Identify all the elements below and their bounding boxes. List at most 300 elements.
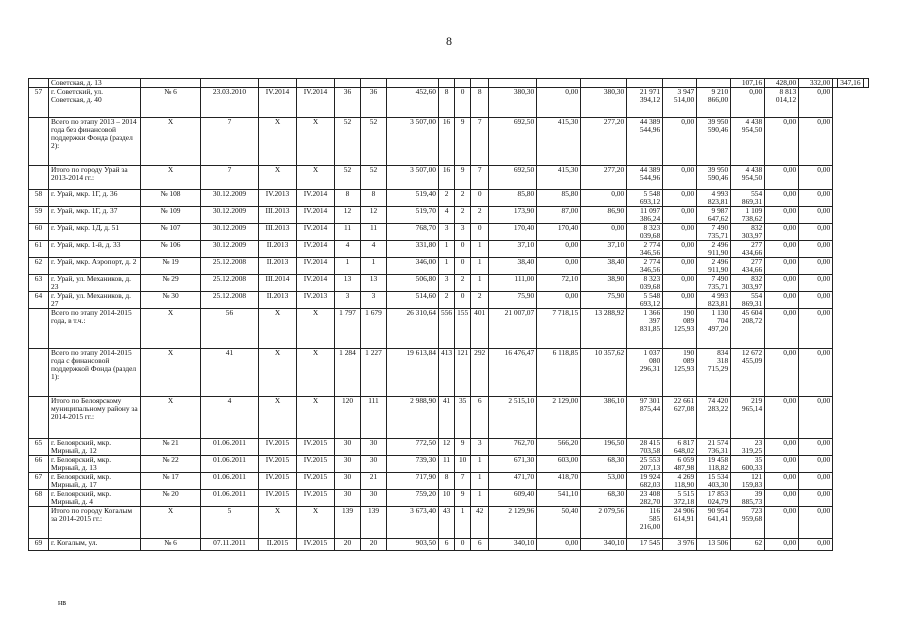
- row-number: 65: [29, 439, 49, 456]
- table-cell: 7: [471, 166, 489, 190]
- table-cell: 277 434,66: [731, 241, 765, 258]
- footer-initials: нв: [58, 598, 67, 607]
- table-cell: 0,00: [765, 292, 799, 309]
- table-cell: [663, 79, 697, 88]
- table-cell: 121 159,83: [731, 473, 765, 490]
- table-cell: X: [259, 397, 297, 439]
- table-cell: № 22: [141, 456, 201, 473]
- table-cell: X: [259, 309, 297, 349]
- table-row: [29, 207, 869, 224]
- table-cell: № 6: [141, 88, 201, 118]
- table-cell: 4 993 823,81: [697, 292, 731, 309]
- table-cell: 196,50: [581, 439, 627, 456]
- table-cell: [863, 79, 868, 88]
- table-cell: 0,00: [799, 490, 833, 507]
- table-cell: 4 438 954,50: [731, 118, 765, 166]
- table-cell: 155: [455, 309, 471, 349]
- table-cell: X: [297, 166, 335, 190]
- table-cell: 0,00: [799, 207, 833, 224]
- address-cell: Итого по городу Когалым за 2014-2015 гг.:: [49, 507, 141, 539]
- table-cell: 8: [335, 190, 361, 207]
- table-cell: 170,40: [489, 224, 537, 241]
- address-cell: Всего по этапу 2014-2015 года, в т.ч.:: [49, 309, 141, 349]
- table-cell: 30.12.2009: [201, 224, 259, 241]
- table-cell: II.2013: [259, 292, 297, 309]
- table-cell: 86,90: [581, 207, 627, 224]
- row-number: 63: [29, 275, 49, 292]
- table-cell: 15 534 403,30: [697, 473, 731, 490]
- table-cell: 75,90: [489, 292, 537, 309]
- table-cell: 418,70: [537, 473, 581, 490]
- table-cell: 0,00: [799, 241, 833, 258]
- table-cell: 5 548 693,12: [627, 190, 663, 207]
- row-number: [29, 166, 49, 190]
- table-cell: 38,40: [489, 258, 537, 275]
- table-cell: 413: [439, 349, 455, 397]
- table-cell: 111,00: [489, 275, 537, 292]
- table-cell: 7 718,15: [537, 309, 581, 349]
- table-cell: X: [297, 507, 335, 539]
- table-cell: IV.2014: [297, 275, 335, 292]
- table-cell: 832 303,97: [731, 224, 765, 241]
- table-cell: IV.2014: [297, 241, 335, 258]
- table-cell: № 17: [141, 473, 201, 490]
- row-number: 59: [29, 207, 49, 224]
- table-cell: 1 130 704 497,20: [697, 309, 731, 349]
- table-cell: X: [141, 118, 201, 166]
- table-cell: X: [141, 397, 201, 439]
- table-cell: 0,00: [799, 166, 833, 190]
- table-cell: [387, 79, 439, 88]
- table-cell: 120: [335, 397, 361, 439]
- table-cell: 38,40: [581, 258, 627, 275]
- table-cell: 219 965,14: [731, 397, 765, 439]
- table-cell: 1: [471, 241, 489, 258]
- address-cell: г. Когалым, ул.: [49, 539, 141, 551]
- table-row: [29, 349, 869, 397]
- table-cell: 25.12.2008: [201, 292, 259, 309]
- table-cell: 0: [455, 292, 471, 309]
- table-cell: 39 885,73: [731, 490, 765, 507]
- table-cell: 3 976: [663, 539, 697, 551]
- table-row: [29, 439, 869, 456]
- table-cell: 0,00: [799, 507, 833, 539]
- table-cell: 762,70: [489, 439, 537, 456]
- table-cell: 2: [455, 207, 471, 224]
- table-cell: 1: [471, 490, 489, 507]
- table-cell: 332,00: [799, 79, 833, 88]
- table-cell: 277,20: [581, 166, 627, 190]
- table-cell: 39 950 590,46: [697, 166, 731, 190]
- table-cell: 0,00: [663, 118, 697, 166]
- table-cell: 3 507,00: [387, 166, 439, 190]
- table-cell: X: [297, 397, 335, 439]
- table-cell: 37,10: [581, 241, 627, 258]
- table-cell: 1: [471, 456, 489, 473]
- table-cell: 0,00: [765, 224, 799, 241]
- table-cell: 609,40: [489, 490, 537, 507]
- table-cell: 5 548 693,12: [627, 292, 663, 309]
- table-cell: № 21: [141, 439, 201, 456]
- table-cell: 692,50: [489, 166, 537, 190]
- table-cell: 44 389 544,96: [627, 166, 663, 190]
- table-cell: 0,00: [663, 258, 697, 275]
- table-cell: 25 553 207,13: [627, 456, 663, 473]
- table-cell: 0,00: [765, 349, 799, 397]
- table-cell: 0,00: [537, 241, 581, 258]
- table-cell: IV.2014: [297, 190, 335, 207]
- table-cell: 2 774 346,56: [627, 241, 663, 258]
- table-cell: 3 507,00: [387, 118, 439, 166]
- table-cell: [471, 79, 489, 88]
- table-cell: 0,00: [799, 397, 833, 439]
- table-cell: 21: [361, 473, 387, 490]
- table-row: [29, 456, 869, 473]
- table-cell: 331,80: [387, 241, 439, 258]
- table-cell: 0,00: [799, 309, 833, 349]
- table-cell: 30: [335, 473, 361, 490]
- table-cell: 717,90: [387, 473, 439, 490]
- table-cell: X: [259, 118, 297, 166]
- table-cell: 3: [471, 439, 489, 456]
- table-cell: 41: [201, 349, 259, 397]
- table-cell: 9: [455, 439, 471, 456]
- table-cell: 23.03.2010: [201, 88, 259, 118]
- table-row: [29, 118, 869, 166]
- row-number: [29, 507, 49, 539]
- address-cell: г. Урай, мкр. 1Д, д. 51: [49, 224, 141, 241]
- table-cell: 30: [361, 456, 387, 473]
- table-cell: III.2013: [259, 224, 297, 241]
- table-cell: 1 679: [361, 309, 387, 349]
- table-cell: 42: [471, 507, 489, 539]
- table-cell: X: [297, 309, 335, 349]
- table-cell: 44 389 544,96: [627, 118, 663, 166]
- table-cell: 11 097 386,24: [627, 207, 663, 224]
- table-cell: 3 673,40: [387, 507, 439, 539]
- table-cell: 9 987 647,62: [697, 207, 731, 224]
- table-cell: 45 604 208,72: [731, 309, 765, 349]
- table-cell: [361, 79, 387, 88]
- row-number: 58: [29, 190, 49, 207]
- table-cell: 25.12.2008: [201, 275, 259, 292]
- row-number: 57: [29, 88, 49, 118]
- table-row: [29, 275, 869, 292]
- table-cell: 90 954 641,41: [697, 507, 731, 539]
- address-cell: г. Урай, мкр. 1-й, д. 33: [49, 241, 141, 258]
- table-cell: 12: [335, 207, 361, 224]
- table-cell: IV.2015: [259, 490, 297, 507]
- table-cell: IV.2015: [259, 439, 297, 456]
- table-cell: 519,70: [387, 207, 439, 224]
- table-cell: 7: [471, 118, 489, 166]
- table-cell: 554 869,31: [731, 190, 765, 207]
- row-number: 69: [29, 539, 49, 551]
- table-cell: 111: [361, 397, 387, 439]
- address-cell: г. Белоярский, мкр. Мирный, д. 4: [49, 490, 141, 507]
- address-cell: г. Урай, мкр. 1Г, д. 36: [49, 190, 141, 207]
- table-cell: X: [259, 349, 297, 397]
- table-cell: 3: [335, 292, 361, 309]
- address-cell: Всего по этапу 2014-2015 года с финансовой поддержкой Фонда (раздел 1):: [49, 349, 141, 397]
- table-row: [29, 166, 869, 190]
- table-cell: 0,00: [663, 190, 697, 207]
- table-cell: 386,10: [581, 397, 627, 439]
- address-cell: Итого по Белоярскому муниципальному району за 2014-2015 гг.:: [49, 397, 141, 439]
- table-cell: 13 288,92: [581, 309, 627, 349]
- table-cell: 0: [455, 258, 471, 275]
- table-cell: 1 797: [335, 309, 361, 349]
- table-cell: 6: [471, 397, 489, 439]
- table-cell: 107,16: [731, 79, 765, 88]
- table-cell: 68,30: [581, 490, 627, 507]
- row-number: 67: [29, 473, 49, 490]
- table-cell: 3: [455, 224, 471, 241]
- table-cell: 7 490 735,71: [697, 275, 731, 292]
- table-row: [29, 539, 869, 551]
- table-cell: 11: [335, 224, 361, 241]
- table-cell: 2: [471, 207, 489, 224]
- table-cell: 68,30: [581, 456, 627, 473]
- table-cell: 2 515,10: [489, 397, 537, 439]
- table-cell: II.2013: [259, 258, 297, 275]
- row-number: 68: [29, 490, 49, 507]
- table-cell: 4 269 118,90: [663, 473, 697, 490]
- table-cell: 52: [361, 118, 387, 166]
- table-cell: 8 813 014,12: [765, 88, 799, 118]
- table-cell: IV.2015: [297, 490, 335, 507]
- table-cell: 116 585 216,00: [627, 507, 663, 539]
- table-cell: 0,00: [537, 258, 581, 275]
- table-cell: 12 672 455,09: [731, 349, 765, 397]
- row-number: 60: [29, 224, 49, 241]
- table-cell: 759,20: [387, 490, 439, 507]
- table-cell: 19 458 118,82: [697, 456, 731, 473]
- table-cell: 01.06.2011: [201, 439, 259, 456]
- table-cell: 0,00: [799, 190, 833, 207]
- row-number: [29, 309, 49, 349]
- table-cell: 0: [471, 190, 489, 207]
- table-cell: 10: [439, 490, 455, 507]
- table-cell: 2 496 911,90: [697, 241, 731, 258]
- table-cell: 0,00: [663, 292, 697, 309]
- table-cell: 30.12.2009: [201, 207, 259, 224]
- table-cell: 1 366 397 831,85: [627, 309, 663, 349]
- row-number: 62: [29, 258, 49, 275]
- table-row: [29, 473, 869, 490]
- table-cell: 0: [455, 539, 471, 551]
- table-cell: 0,00: [799, 539, 833, 551]
- table-cell: 52: [361, 166, 387, 190]
- table-row: [29, 309, 869, 349]
- table-cell: 692,50: [489, 118, 537, 166]
- table-cell: 277 434,66: [731, 258, 765, 275]
- table-cell: 139: [361, 507, 387, 539]
- table-cell: № 29: [141, 275, 201, 292]
- table-cell: 0,00: [765, 118, 799, 166]
- table-cell: 23 319,25: [731, 439, 765, 456]
- table-cell: 0,00: [537, 292, 581, 309]
- table-cell: 7: [455, 473, 471, 490]
- table-cell: 28 415 703,58: [627, 439, 663, 456]
- table-cell: 0,00: [799, 275, 833, 292]
- table-cell: 75,90: [581, 292, 627, 309]
- table-cell: III.2014: [259, 275, 297, 292]
- table-cell: 16 476,47: [489, 349, 537, 397]
- table-cell: № 108: [141, 190, 201, 207]
- table-cell: 0,00: [799, 224, 833, 241]
- table-cell: 2 988,90: [387, 397, 439, 439]
- table-cell: 8: [361, 190, 387, 207]
- table-cell: 30.12.2009: [201, 190, 259, 207]
- table-cell: IV.2014: [297, 207, 335, 224]
- table-cell: 0,00: [765, 207, 799, 224]
- table-cell: 0,00: [765, 439, 799, 456]
- table-cell: 0,00: [765, 190, 799, 207]
- table-cell: 20: [361, 539, 387, 551]
- table-cell: [201, 79, 259, 88]
- table-cell: № 109: [141, 207, 201, 224]
- table-cell: 0,00: [537, 539, 581, 551]
- table-cell: 3 947 514,00: [663, 88, 697, 118]
- table-cell: № 107: [141, 224, 201, 241]
- table-cell: 19 613,84: [387, 349, 439, 397]
- row-number: 66: [29, 456, 49, 473]
- row-number: [29, 397, 49, 439]
- table-cell: 139: [335, 507, 361, 539]
- table-cell: 834 318 715,29: [697, 349, 731, 397]
- table-cell: 0,00: [537, 88, 581, 118]
- table-cell: 1: [471, 473, 489, 490]
- table-row: [29, 292, 869, 309]
- address-cell: г. Урай, ул. Механиков, д. 27: [49, 292, 141, 309]
- table-cell: II.2015: [259, 539, 297, 551]
- page-number: 8: [446, 34, 452, 48]
- table-cell: 346,00: [387, 258, 439, 275]
- table-cell: 340,10: [581, 539, 627, 551]
- table-cell: 41: [439, 397, 455, 439]
- table-cell: 0,00: [799, 118, 833, 166]
- table-cell: 36: [335, 88, 361, 118]
- table-cell: 292: [471, 349, 489, 397]
- table-cell: 173,90: [489, 207, 537, 224]
- table-cell: 52: [335, 166, 361, 190]
- table-cell: 30.12.2009: [201, 241, 259, 258]
- table-cell: X: [141, 507, 201, 539]
- address-cell: г. Белоярский, мкр. Мирный, д. 13: [49, 456, 141, 473]
- table-cell: 0,00: [799, 292, 833, 309]
- table-cell: 50,40: [537, 507, 581, 539]
- table-cell: 514,60: [387, 292, 439, 309]
- table-cell: 9: [455, 166, 471, 190]
- table-cell: 1 227: [361, 349, 387, 397]
- table-cell: 35 600,33: [731, 456, 765, 473]
- table-cell: [627, 79, 663, 88]
- table-cell: 13 506: [697, 539, 731, 551]
- table-cell: 2 129,96: [489, 507, 537, 539]
- table-cell: 19 924 682,03: [627, 473, 663, 490]
- table-cell: 30: [335, 456, 361, 473]
- table-cell: 07.11.2011: [201, 539, 259, 551]
- table-cell: 2: [439, 292, 455, 309]
- table-row: [29, 88, 869, 118]
- table-cell: 190 089 125,93: [663, 309, 697, 349]
- address-cell: г. Белоярский, мкр. Мирный, д. 12: [49, 439, 141, 456]
- table-cell: 4: [439, 207, 455, 224]
- table-body: [29, 79, 869, 551]
- table-cell: 0,00: [663, 275, 697, 292]
- table-cell: 903,50: [387, 539, 439, 551]
- table-cell: 9: [455, 118, 471, 166]
- table-cell: 13: [361, 275, 387, 292]
- table-cell: 21 574 736,31: [697, 439, 731, 456]
- table-cell: 452,60: [387, 88, 439, 118]
- table-cell: 7 490 735,71: [697, 224, 731, 241]
- table-cell: X: [297, 349, 335, 397]
- table-cell: 1: [471, 275, 489, 292]
- table-cell: 6: [439, 539, 455, 551]
- table-cell: 0,00: [663, 166, 697, 190]
- table-cell: [697, 79, 731, 88]
- table-cell: 519,40: [387, 190, 439, 207]
- row-number: [29, 349, 49, 397]
- table-cell: [141, 79, 201, 88]
- table-cell: 1 109 738,62: [731, 207, 765, 224]
- table-cell: X: [259, 507, 297, 539]
- table-cell: 85,80: [489, 190, 537, 207]
- table-cell: 2: [455, 275, 471, 292]
- table-cell: 30: [335, 490, 361, 507]
- table-cell: 10 357,62: [581, 349, 627, 397]
- table-cell: X: [259, 166, 297, 190]
- table-cell: 277,20: [581, 118, 627, 166]
- row-number: [29, 79, 49, 88]
- table-cell: 72,10: [537, 275, 581, 292]
- table-cell: 4 993 823,81: [697, 190, 731, 207]
- table-cell: 0,00: [765, 397, 799, 439]
- table-cell: 35: [455, 397, 471, 439]
- table-cell: 4: [335, 241, 361, 258]
- table-cell: 97 301 875,44: [627, 397, 663, 439]
- table-cell: 415,30: [537, 166, 581, 190]
- table-cell: [455, 79, 471, 88]
- table-cell: X: [141, 349, 201, 397]
- table-cell: 603,00: [537, 456, 581, 473]
- table-cell: 2: [439, 190, 455, 207]
- table-cell: 0,00: [663, 207, 697, 224]
- table-cell: 5: [201, 507, 259, 539]
- table-cell: 1: [361, 258, 387, 275]
- table-cell: 723 959,68: [731, 507, 765, 539]
- table-cell: 8: [439, 473, 455, 490]
- table-cell: 0,00: [581, 190, 627, 207]
- table-cell: 506,80: [387, 275, 439, 292]
- table-cell: 22 661 627,08: [663, 397, 697, 439]
- table-cell: 1 284: [335, 349, 361, 397]
- table-cell: 2: [471, 292, 489, 309]
- address-cell: Всего по этапу 2013 – 2014 года без финансовой поддержки Фонда (раздел 2):: [49, 118, 141, 166]
- table-cell: 190 089 125,93: [663, 349, 697, 397]
- table-cell: 52: [335, 118, 361, 166]
- table-cell: 0,00: [799, 439, 833, 456]
- table-cell: 36: [361, 88, 387, 118]
- table-cell: 9: [455, 490, 471, 507]
- table-cell: 21 007,07: [489, 309, 537, 349]
- table-cell: 170,40: [537, 224, 581, 241]
- table-row: [29, 397, 869, 439]
- table-cell: 87,00: [537, 207, 581, 224]
- table-cell: IV.2015: [259, 473, 297, 490]
